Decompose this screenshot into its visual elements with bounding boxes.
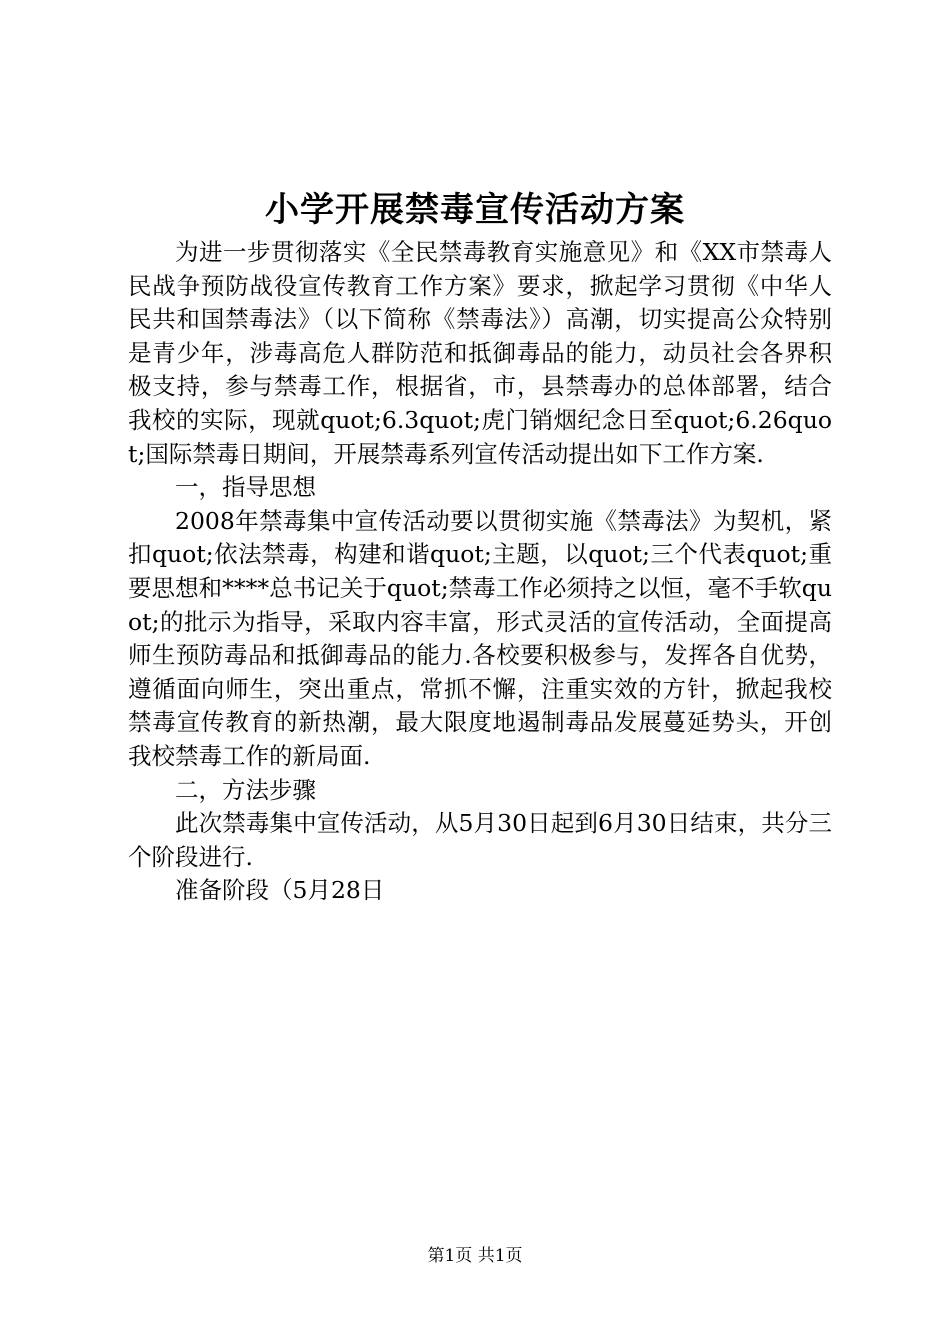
document-body [128,236,832,908]
document-title: 小学开展禁毒宣传活动方案 [265,190,685,230]
page-footer: 第1页 共1页 [427,1246,523,1266]
preparation-stage-paragraph: 准备阶段（5月28日 [175,876,385,905]
intro-paragraph: 为进一步贯彻落实《全民禁毒教育实施意见》和《XX市禁毒人民战争预防战役宣传教育工作方案》要求，掀起学习贯彻《中华人民共和国禁毒法》（以下简称《禁毒法》）高潮，切实提高公众特别是青少年，涉毒高危人群防范和抵御毒品的能力，动员社会各界积极支持，参与禁毒工作，根据省，市，县禁毒办的总体部署，结合我校的实际，现就quot;6.3quot;虎门销烟纪念日至quot;6.26quot;国际禁毒日期间，开展禁毒系列宣传活动提出如下工作方案. [128,238,832,468]
section-heading-guiding-ideology: 一，指导思想 [175,473,316,502]
section-heading-method-steps: 二，方法步骤 [175,775,316,804]
method-steps-paragraph: 此次禁毒集中宣传活动，从5月30日起到6月30日结束，共分三个阶段进行. [128,809,832,871]
guiding-ideology-paragraph: 2008年禁毒集中宣传活动要以贯彻实施《禁毒法》为契机，紧扣quot;依法禁毒，构建和谐quot;主题，以quot;三个代表quot;重要思想和****总书记关于quot;禁毒工作必须持之以恒，毫不手软quot;的批示为指导，采取内容丰富，形式灵活的宣传活动，全面提高师生预防毒品和抵御毒品的能力.各校要积极参与，发挥各自优势，遵循面向师生，突出重点，常抓不懈，注重实效的方针，掀起我校禁毒宣传教育的新热潮，最大限度地遏制毒品发展蔓延势头，开创我校禁毒工作的新局面. [128,506,832,770]
